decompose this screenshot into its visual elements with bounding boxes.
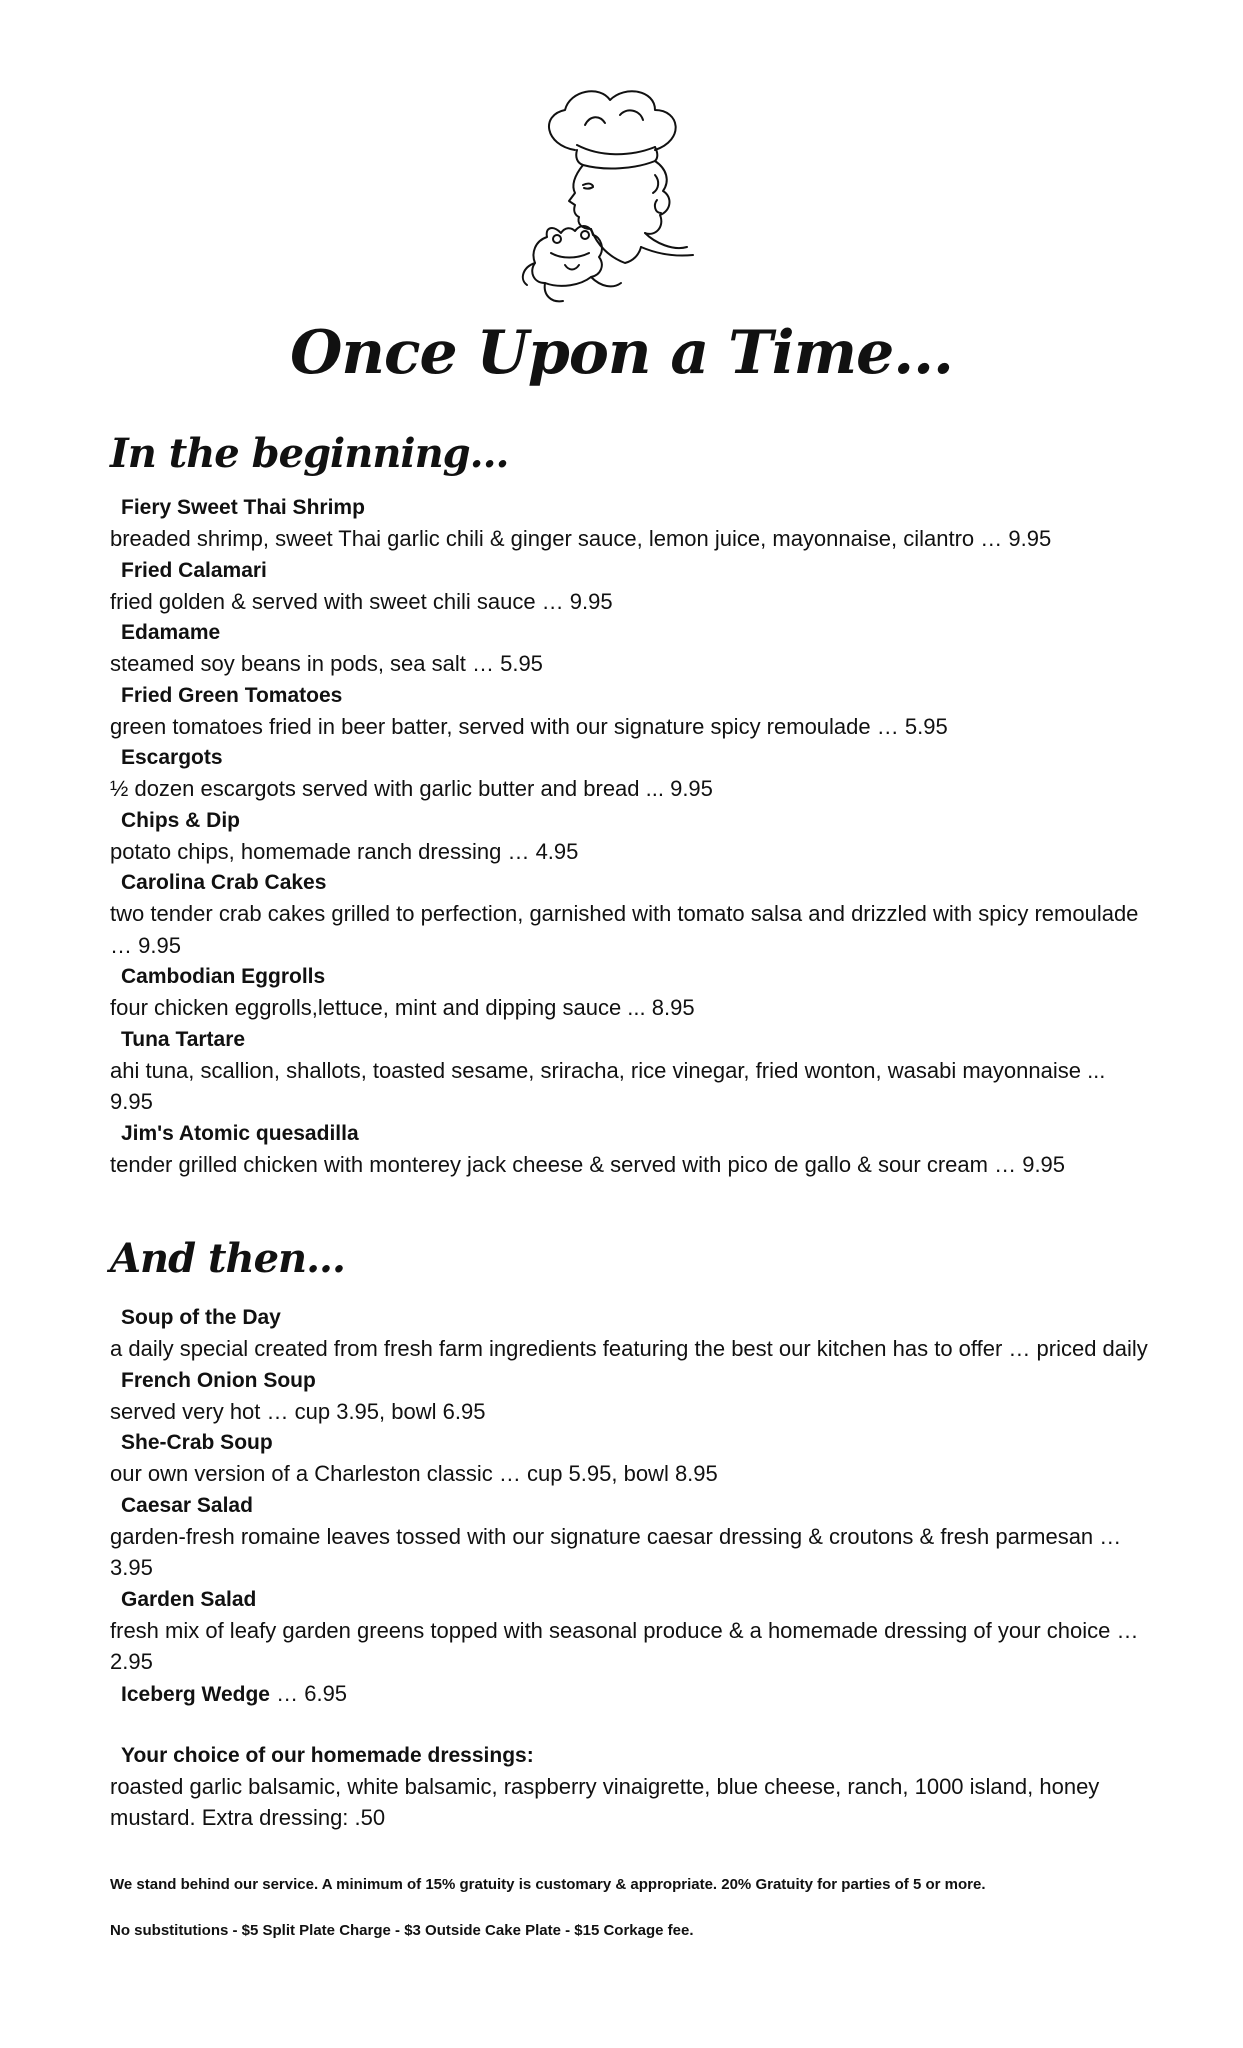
menu-item-wedge: [110, 1678, 1150, 1710]
menu-item: [110, 1427, 1150, 1490]
item-name: Fried Green Tomatoes: [121, 683, 343, 707]
menu-item: [110, 961, 1150, 1024]
menu-item: [110, 1584, 1150, 1678]
item-price: … 6.95: [270, 1680, 348, 1706]
menu-item: [110, 1024, 1150, 1118]
item-name: Escargots: [121, 746, 223, 769]
menu-item: [110, 617, 1150, 680]
menu-item: [110, 1302, 1150, 1365]
menu-item: [110, 867, 1150, 961]
item-name: She-Crab Soup: [121, 1431, 273, 1454]
item-name: Jim's Atomic quesadilla: [121, 1121, 359, 1145]
item-description: breaded shrimp, sweet Thai garlic chili & ginger sauce, lemon juice, mayonnaise, cilantro … 9.95: [110, 526, 1052, 551]
item-name: Fiery Sweet Thai Shrimp: [121, 496, 365, 519]
menu-item: [110, 680, 1150, 743]
item-name: Tuna Tartare: [121, 1027, 246, 1051]
item-description: ahi tuna, scallion, shallots, toasted sesame, sriracha, rice vinegar, fried wonton, wasabi mayonnaise ... 9.95: [110, 1057, 1106, 1114]
item-name: Iceberg Wedge: [121, 1682, 270, 1706]
item-name: French Onion Soup: [121, 1368, 316, 1392]
menu-item: [110, 742, 1150, 805]
item-description: tender grilled chicken with monterey jack cheese & served with pico de gallo & sour cream … 9.95: [110, 1151, 1066, 1177]
item-description: steamed soy beans in pods, sea salt … 5.95: [110, 651, 543, 676]
gratuity-note: We stand behind our service. A minimum of 15% gratuity is customary & appropriate. 20% Gratuity for parties of 5 or more.: [110, 1876, 986, 1893]
item-name: Soup of the Day: [121, 1306, 281, 1329]
item-name: Fried Calamari: [121, 558, 267, 582]
item-description: served very hot … cup 3.95, bowl 6.95: [110, 1398, 486, 1424]
menu-item: [110, 1490, 1150, 1584]
item-description: fried golden & served with sweet chili sauce … 9.95: [110, 588, 613, 614]
item-description: garden-fresh romaine leaves tossed with our signature caesar dressing & croutons & fresh parmesan … 3.95: [110, 1523, 1122, 1580]
appetizer-list: [110, 492, 1150, 1180]
item-description: two tender crab cakes grilled to perfection, garnished with tomato salsa and drizzled with spicy remoulade … 9.95: [110, 901, 1139, 958]
section-title-appetizers: In the beginning...: [110, 430, 509, 477]
item-description: ½ dozen escargots served with garlic butter and bread ... 9.95: [110, 776, 713, 801]
dressings-list: roasted garlic balsamic, white balsamic, raspberry vinaigrette, blue cheese, ranch, 1000 island, honey mustard. Extra dressing: .50: [110, 1773, 1100, 1830]
item-name: Edamame: [121, 621, 221, 644]
item-description: potato chips, homemade ranch dressing … 4.95: [110, 838, 579, 864]
item-description: our own version of a Charleston classic … cup 5.95, bowl 8.95: [110, 1461, 718, 1486]
chef-kissing-frog-icon: [505, 85, 715, 315]
menu-item: [110, 492, 1150, 555]
item-description: a daily special created from fresh farm ingredients featuring the best our kitchen has to offer … priced daily: [110, 1336, 1148, 1361]
dressings-heading: Your choice of our homemade dressings:: [121, 1743, 534, 1767]
soups-salads-list: [110, 1302, 1150, 1834]
item-description: green tomatoes fried in beer batter, served with our signature spicy remoulade … 5.95: [110, 713, 948, 739]
item-name: Carolina Crab Cakes: [121, 871, 327, 894]
charges-note: No substitutions - $5 Split Plate Charge - $3 Outside Cake Plate - $15 Corkage fee.: [110, 1922, 694, 1939]
section-title-soups-salads: And then...: [110, 1235, 345, 1282]
item-description: four chicken eggrolls,lettuce, mint and dipping sauce ... 8.95: [110, 995, 695, 1020]
menu-item: [110, 805, 1150, 868]
menu-item: [110, 1365, 1150, 1428]
menu-item: [110, 555, 1150, 618]
restaurant-title: Once Upon a Time...: [290, 318, 953, 388]
item-name: Caesar Salad: [121, 1493, 253, 1517]
item-name: Chips & Dip: [121, 808, 240, 832]
item-description: fresh mix of leafy garden greens topped with seasonal produce & a homemade dressing of your choice … 2.95: [110, 1617, 1139, 1674]
menu-item: [110, 1118, 1150, 1181]
item-name: Cambodian Eggrolls: [121, 965, 326, 988]
item-name: Garden Salad: [121, 1587, 257, 1611]
